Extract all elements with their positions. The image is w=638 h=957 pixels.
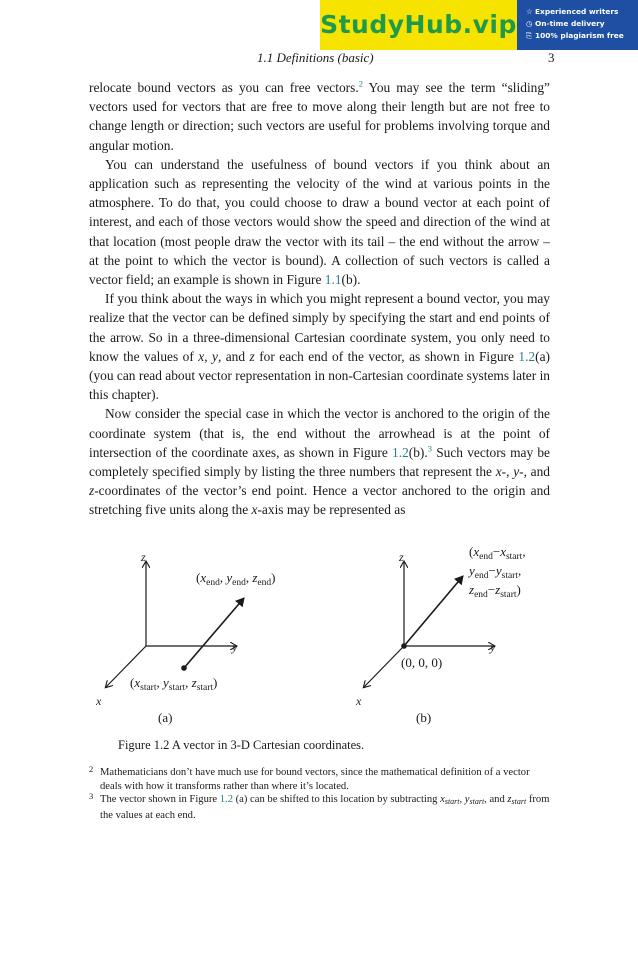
figure-ref-1-2[interactable]: 1.2 bbox=[219, 794, 233, 806]
paragraph-1: relocate bound vectors as you can free vectors.$^2$ You may see the term “sliding” vectors used for vectors that are free to move along their length but are not free to change length or direction; such vectors are useful for problems involving torque and angular motion. bbox=[89, 78, 550, 153]
figure-caption: Figure 1.2 A vector in 3-D Cartesian coordinates. bbox=[118, 738, 365, 752]
banner-feature-1: ☆ Experienced writers bbox=[526, 7, 619, 16]
panel-b-label: (b) bbox=[416, 710, 432, 725]
page-number: 3 bbox=[548, 50, 555, 65]
b-x-label: x bbox=[356, 694, 362, 708]
footnotes bbox=[89, 766, 550, 822]
b-z-label: z bbox=[399, 550, 404, 564]
panel-a-label: (a) bbox=[158, 710, 173, 725]
footnote-3: 3 The vector shown in Figure 1.2 (a) can be shifted to this location by subtracting $x_{start}$, ystart, and zstart from the values at each end. bbox=[89, 791, 550, 821]
figure-1-2 bbox=[0, 540, 638, 740]
footnote-ref-2[interactable]: 2 bbox=[358, 78, 363, 89]
b-vector bbox=[404, 576, 463, 646]
b-origin-label: (0, 0, 0) bbox=[401, 655, 443, 670]
banner-feature-3: ⎘ 100% plagiarism free bbox=[526, 31, 624, 40]
b-y-label: y bbox=[490, 640, 496, 654]
figure-ref-1-1[interactable]: 1.1 bbox=[324, 272, 342, 288]
clock-icon: ◷ bbox=[526, 19, 533, 28]
ad-banner[interactable] bbox=[320, 0, 638, 50]
studyhub-logo[interactable]: StudyHub.vip bbox=[320, 0, 517, 50]
footnote-2: 2 Mathematicians don’t have much use for bound vectors, since the mathematical definition of a vector deals with how it transforms rather than where it’s located. bbox=[89, 764, 530, 792]
figure-graphics bbox=[0, 540, 638, 740]
banner-features bbox=[517, 0, 638, 50]
a-z-label: z bbox=[141, 550, 146, 564]
b-end-label-line-2: $y_{end}-y_{start}$, bbox=[469, 563, 522, 581]
figure-ref-1-2[interactable]: 1.2 bbox=[518, 348, 536, 364]
a-vector bbox=[184, 598, 244, 668]
a-y-label: y bbox=[232, 640, 238, 654]
a-start-point-label: ($x_{start}$, $y_{start}$, $z_{start}$) bbox=[130, 675, 218, 693]
b-end-label-line-1: ($x_{end}-x_{start}$, bbox=[469, 544, 526, 562]
section-title: 1.1 Definitions (basic) bbox=[257, 50, 374, 65]
running-head bbox=[0, 50, 638, 70]
a-start-point bbox=[181, 665, 187, 671]
star-icon: ☆ bbox=[526, 7, 533, 16]
copy-icon: ⎘ bbox=[526, 31, 532, 40]
b-x-axis bbox=[364, 646, 404, 687]
paragraph-2: You can understand the usefulness of bound vectors if you think about an application such as representing the velocity of the wind at various points in the atmosphere. To do that, you could choose to draw a bound vector at each point of interest, and each of those vectors would show the speed and direction of the wind at that location (most people draw the vector with its tail – the end without the arrow – at the point to which the vector is bound). A collection of such vectors is called a vector field; an example is shown in Figure 1.1(b). bbox=[89, 156, 550, 288]
footnote-mark: 3 bbox=[89, 791, 94, 802]
footnote-ref-3[interactable]: 3 bbox=[427, 443, 432, 454]
figure-ref-1-2[interactable]: 1.2 bbox=[392, 444, 409, 460]
banner-feature-2: ◷ On-time delivery bbox=[526, 19, 605, 28]
b-end-label-line-3: $z_{end}-z_{start}$) bbox=[469, 582, 521, 600]
paragraph-4: Now consider the special case in which the vector is anchored to the origin of the coordinate system (that is, the end without the arrowhead is at the point of intersection of the coordinate axes, as shown in Figure 1.2(b).$^3$ Such vectors may be completely specified simply by listing the three numbers that represent the x-, y-, and z-coordinates of the vector’s end point. Hence a vector anchored to the origin and stretching five units along the x-axis may be represented as bbox=[89, 406, 551, 518]
a-end-point-label: ($x_{end}$, $y_{end}$, $z_{end}$) bbox=[196, 570, 276, 588]
b-origin-point bbox=[401, 643, 407, 649]
paragraph-3: If you think about the ways in which you might represent a bound vector, you may realize that the vector can be defined simply by specifying the start and end points of the arrow. So in a three-dimensional Cartesian coordinate system, you only need to know the values of x, y, and z for each end of the vector, as shown in Figure 1.2(a) (you can read about vector representation in non-Cartesian coordinate systems later in this chapter). bbox=[89, 291, 550, 403]
body-text bbox=[89, 78, 550, 520]
footnote-mark: 2 bbox=[89, 764, 94, 774]
a-x-label: x bbox=[96, 694, 102, 708]
